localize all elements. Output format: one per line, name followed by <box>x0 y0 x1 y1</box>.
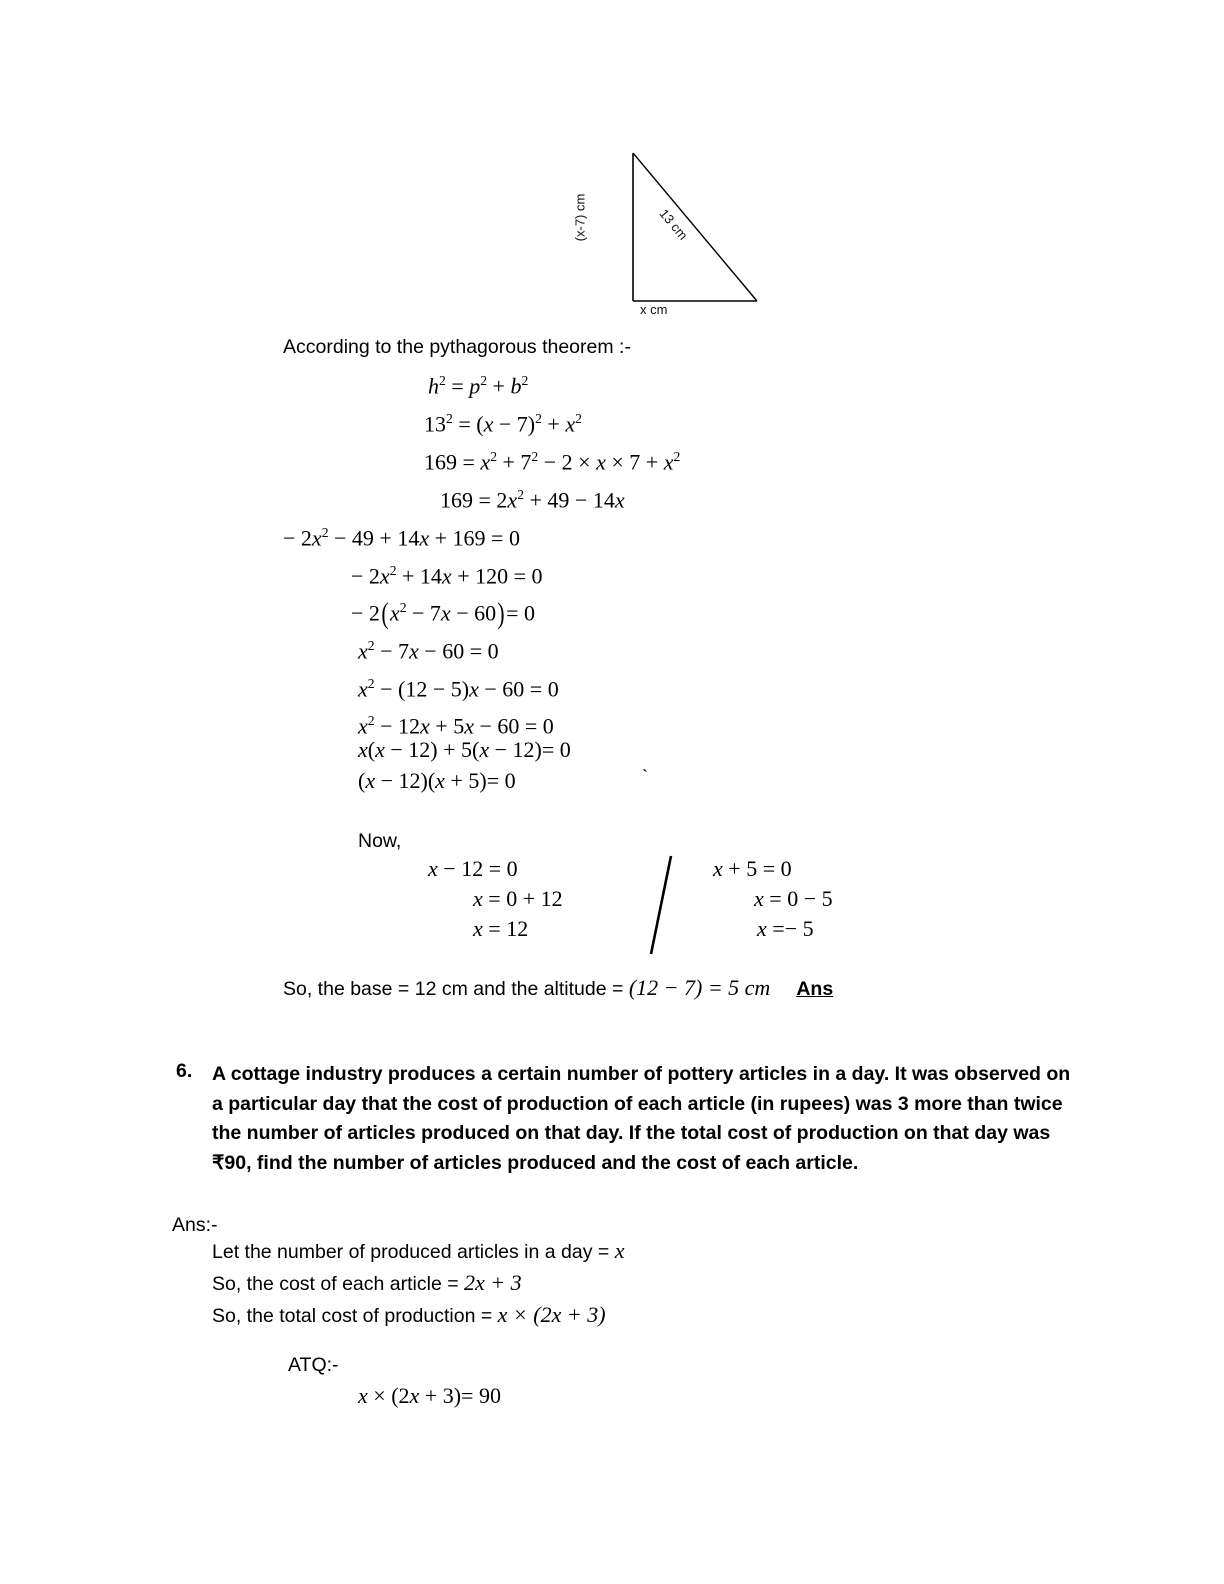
pythagoras-intro-text: According to the pythagorous theorem :- <box>283 336 631 358</box>
answer-line-3 <box>212 1302 606 1329</box>
answer-line-1-text: Let the number of produced articles in a day = <box>212 1241 615 1263</box>
atq-label: ATQ:- <box>288 1354 339 1376</box>
conclusion-line <box>283 975 833 1002</box>
equation-step-6: − $2x^2 + 14x + 120 = 0$ <box>351 563 543 589</box>
right-root-line-1: x + 5 = 0 <box>713 856 792 881</box>
equation-step-4: $169 = 2x^2 + 49 - 14x$ <box>440 487 625 513</box>
answer-line-3-text: So, the total cost of production = <box>212 1305 498 1327</box>
left-root-line-2: x = 0 + 12 <box>473 886 563 911</box>
triangle-hypotenuse-label: 13 cm <box>656 206 691 243</box>
equation-step-8: $x^2 - 7x - 60 = 0$ <box>358 638 499 664</box>
right-triangle-figure <box>572 140 780 325</box>
answer-line-3-math: x × (2x + 3) <box>497 1302 606 1327</box>
now-label: Now, <box>358 830 402 852</box>
equation-step-5: − $2x^2 - 49 + 14x + 169 = 0$ <box>283 525 520 551</box>
answer-line-2-math: 2x + 3 <box>464 1270 522 1295</box>
equation-step-10: $x^2 - 12x + 5x - 60 = 0$ <box>358 713 554 739</box>
question-6-number: 6. <box>176 1060 193 1082</box>
answer-line-1 <box>212 1238 624 1265</box>
right-root-line-2: x = 0 − 5 <box>754 886 833 911</box>
left-root-line-3: x = 12 <box>473 916 529 941</box>
answer-line-2-text: So, the cost of each article = <box>212 1273 465 1295</box>
equation-step-2: $13^2 = (x - 7)^2 + x^2$ <box>424 411 582 437</box>
question-6-text: A cottage industry produces a certain number of pottery articles in a day. It was observed on a particular day that the cost of production of each article (in rupees) was 3 more than twice the number of articles produced on that day. If the total cost of production on that day was ₹90, find the number of articles produced and the cost of each article. <box>212 1063 1071 1174</box>
conclusion-math: (12 − 7) = 5 cm <box>628 975 771 1000</box>
triangle-base-label: x cm <box>640 302 668 317</box>
column-divider-line <box>640 850 680 960</box>
answer-badge: Ans <box>796 978 834 1000</box>
stray-tick-mark: ` <box>642 766 648 786</box>
answer-line-2 <box>212 1270 522 1297</box>
conclusion-text: So, the base = 12 cm and the altitude = <box>283 978 629 1000</box>
equation-step-11: x(x − 12) + 5(x − 12)= 0 <box>358 737 571 762</box>
right-root-line-3: x =− 5 <box>757 916 814 941</box>
triangle-vertical-label: (x-7) cm <box>572 193 588 242</box>
equation-step-3: $169 = x^2 + 7^2 - 2 \times x \times 7 + x^2$ <box>424 449 681 475</box>
equation-step-9: $x^2 - (12 - 5)x - 60 = 0$ <box>358 676 559 702</box>
answer-line-1-math: x <box>614 1238 625 1263</box>
answer-label: Ans:- <box>172 1214 218 1236</box>
left-root-line-1: x − 12 = 0 <box>428 856 518 881</box>
atq-equation: x × (2x + 3)= 90 <box>358 1383 501 1408</box>
equation-step-7: − $2(x^2 - 7x - 60)= 0$ <box>351 597 536 631</box>
triangle-hypotenuse <box>633 153 757 301</box>
equation-step-1: $h^2 = p^2 + b^2$ <box>428 373 529 399</box>
equation-step-12: (x − 12)(x + 5)= 0 <box>358 768 516 793</box>
